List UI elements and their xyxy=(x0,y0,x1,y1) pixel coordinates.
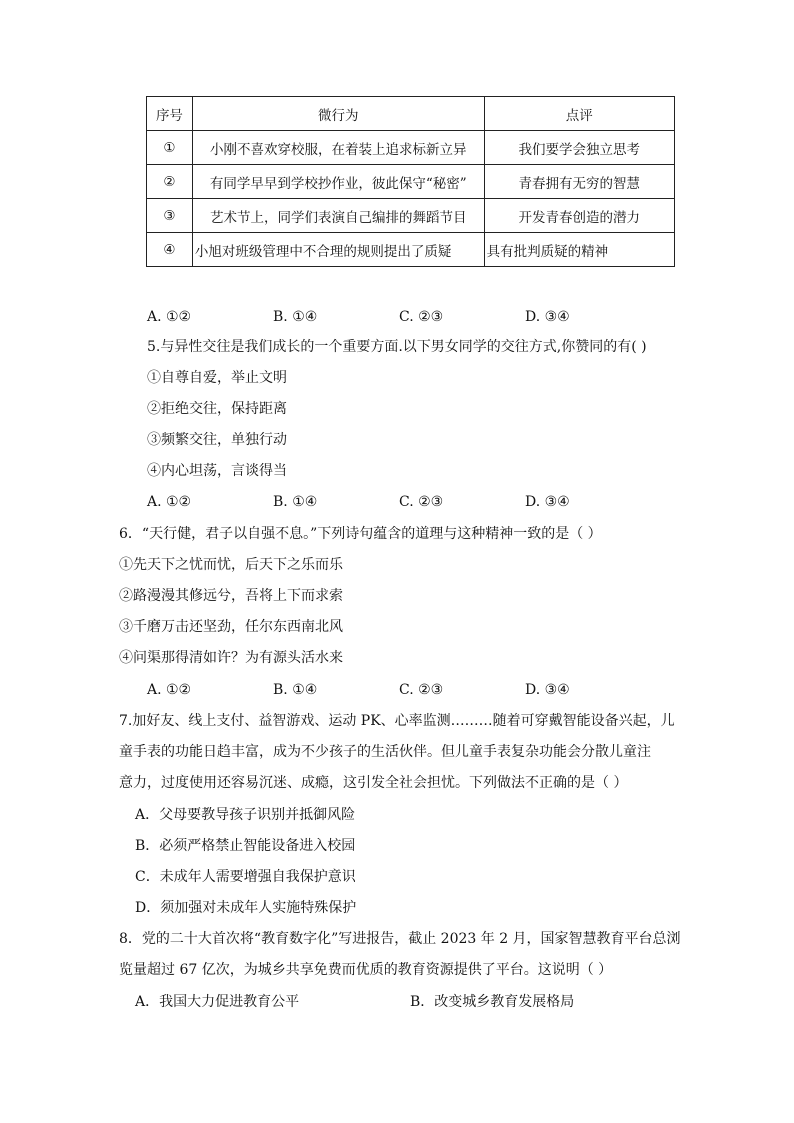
row-comment: 具有批判质疑的精神 xyxy=(484,233,674,267)
q6-item: ③千磨万击还坚劲，任尔东西南北风 xyxy=(119,619,343,635)
q8-option-b[interactable]: B．改变城乡教育发展格局 xyxy=(410,994,575,1010)
q4-option-a[interactable]: A. ①② xyxy=(147,309,192,325)
q5-item: ②拒绝交往，保持距离 xyxy=(147,401,287,417)
table-row xyxy=(147,131,675,165)
table-header-cell: 序号 xyxy=(147,97,193,131)
table-header-row xyxy=(147,97,675,131)
table-header-cell: 微行为 xyxy=(192,97,484,131)
q7-option-d[interactable]: D．须加强对未成年人实施特殊保护 xyxy=(135,900,357,916)
q6-option-a[interactable]: A. ①② xyxy=(147,682,192,698)
table-row xyxy=(147,233,675,267)
table-row xyxy=(147,199,675,233)
row-comment: 我们要学会独立思考 xyxy=(484,131,674,165)
q7-option-a[interactable]: A．父母要教导孩子识别并抵御风险 xyxy=(135,807,356,823)
row-number: ② xyxy=(147,165,193,199)
q6-options xyxy=(0,680,794,700)
row-number: ① xyxy=(147,131,193,165)
q4-option-b[interactable]: B. ①④ xyxy=(273,309,318,325)
q6-item: ②路漫漫其修远兮，吾将上下而求索 xyxy=(119,588,343,604)
q5-option-d[interactable]: D. ③④ xyxy=(525,494,570,510)
q4-option-c[interactable]: C. ②③ xyxy=(399,309,444,325)
q4-option-d[interactable]: D. ③④ xyxy=(525,309,570,325)
q6-item: ①先天下之忧而忧，后天下之乐而乐 xyxy=(119,557,343,573)
q7-option-b[interactable]: B．必须严格禁止智能设备进入校园 xyxy=(135,838,356,854)
q5-option-c[interactable]: C. ②③ xyxy=(399,494,444,510)
q6-option-b[interactable]: B. ①④ xyxy=(273,682,318,698)
q6-stem: 6．“天行健，君子以自强不息。”下列诗句蕴含的道理与这种精神一致的是（ ） xyxy=(119,526,602,542)
row-behavior: 有同学早早到学校抄作业，彼此保守“秘密” xyxy=(192,165,484,199)
row-comment: 开发青春创造的潜力 xyxy=(484,199,674,233)
q6-option-d[interactable]: D. ③④ xyxy=(525,682,570,698)
row-behavior: 艺术节上，同学们表演自己编排的舞蹈节目 xyxy=(192,199,484,233)
q8-options xyxy=(0,992,794,1012)
table-header-cell: 点评 xyxy=(484,97,674,131)
q5-stem: 5.与异性交往是我们成长的一个重要方面.以下男女同学的交往方式,你赞同的有( ) xyxy=(147,339,647,355)
q7-stem-line: 意力，过度使用还容易沉迷、成瘾，这引发全社会担忧。下列做法不正确的是（ ） xyxy=(119,775,628,791)
q5-item: ④内心坦荡，言谈得当 xyxy=(147,463,287,479)
q7-stem-line: 童手表的功能日趋丰富，成为不少孩子的生活伙伴。但儿童手表复杂功能会分散儿童注 xyxy=(119,744,651,760)
q7-stem-line: 7.加好友、线上支付、益智游戏、运动 PK、心率监测………随着可穿戴智能设备兴起，儿 xyxy=(119,713,675,729)
table-row xyxy=(147,165,675,199)
q5-item: ①自尊自爱，举止文明 xyxy=(147,370,287,386)
behavior-table xyxy=(146,96,675,267)
q5-option-b[interactable]: B. ①④ xyxy=(273,494,318,510)
q7-option-c[interactable]: C．未成年人需要增强自我保护意识 xyxy=(135,869,356,885)
q4-options xyxy=(0,307,794,327)
row-number: ④ xyxy=(147,233,193,267)
q8-stem-line: 览量超过 67 亿次，为城乡共享免费而优质的教育资源提供了平台。这说明（ ） xyxy=(119,962,613,978)
q6-item: ④问渠那得清如许？为有源头活水来 xyxy=(119,650,343,666)
q5-options xyxy=(0,492,794,512)
row-comment: 青春拥有无穷的智慧 xyxy=(484,165,674,199)
row-number: ③ xyxy=(147,199,193,233)
row-behavior: 小刚不喜欢穿校服，在着装上追求标新立异 xyxy=(192,131,484,165)
q8-option-a[interactable]: A．我国大力促进教育公平 xyxy=(135,994,300,1010)
row-behavior: 小旭对班级管理中不合理的规则提出了质疑 xyxy=(192,233,484,267)
q6-option-c[interactable]: C. ②③ xyxy=(399,682,444,698)
q5-option-a[interactable]: A. ①② xyxy=(147,494,192,510)
q5-item: ③频繁交往，单独行动 xyxy=(147,432,287,448)
q8-stem-line: 8．党的二十大首次将“教育数字化”写进报告，截止 2023 年 2 月，国家智慧教育平台总浏 xyxy=(119,931,681,947)
